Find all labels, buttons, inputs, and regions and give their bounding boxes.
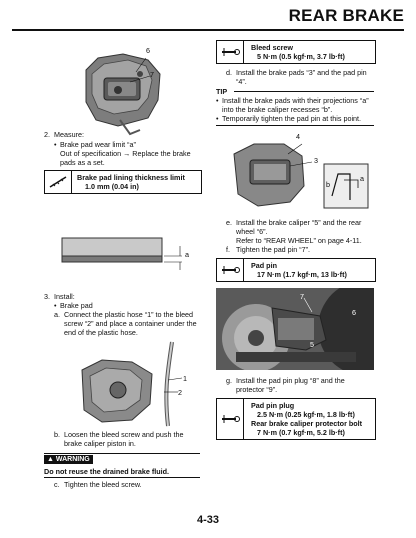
spec-box-lining-limit [44,170,202,194]
step-3a-line1: Connect the plastic hose “1” to the bleed [64,310,194,319]
step-e-line1: Install the brake caliper “5” and the rear [236,218,362,227]
callout-5-photo: 5 [310,340,314,349]
step-2-line2: pads as a set. [60,158,105,167]
callout-3: 3 [314,156,318,165]
callout-2: 2 [178,388,182,397]
callout-1: 1 [183,374,187,383]
step-3b-line1: Loosen the bleed screw and push the [64,430,184,439]
spec-plug-value: 2.5 N·m (0.25 kgf·m, 1.8 lb·ft) [257,410,355,419]
measure-icon [45,171,72,193]
step-3-bullet-marker: • [54,301,57,310]
callout-6: 6 [146,46,150,55]
bleed-hose-figure [72,340,200,430]
callout-a: a [360,174,364,183]
step-3-bullet: Brake pad [60,301,93,310]
tip-1-line1: Install the brake pads with their projections “a” [222,96,369,105]
step-e-line2: wheel “6”. [236,227,268,236]
torque-wrench-icon [217,41,244,63]
spec-lining-value: 1.0 mm (0.04 in) [85,182,139,191]
page-number: 4-33 [196,514,220,526]
step-2-bullet-marker: • [54,140,57,149]
step-2-text: Measure: [54,130,84,139]
page-section-title: REAR BRAKE [288,6,404,25]
step-3a-letter: a. [54,310,60,319]
callout-b: b [326,180,330,189]
warning-top-rule [44,453,200,454]
header-rule [12,29,404,31]
spec-bleed-title: Bleed screw [251,43,293,52]
step-g-letter: g. [226,376,232,385]
step-2-line1: Out of specification → Replace the brake [60,149,191,158]
tip-heading: TIP [216,87,228,96]
warning-bottom-rule [44,477,200,478]
step-2-bullet: Brake pad wear limit “a” [60,140,136,149]
step-g-line2: protector “9”. [236,385,278,394]
step-2-number: 2. [44,130,50,139]
spec-plug-title: Pad pin plug [251,401,295,410]
step-3c-letter: c. [54,480,60,489]
step-e-letter: e. [226,218,232,227]
step-f-letter: f. [226,245,230,254]
spec-protector-title: Rear brake caliper protector bolt [251,419,363,428]
spec-padpin-value: 17 N·m (1.7 kgf·m, 13 lb·ft) [257,270,347,279]
step-d-line2: “4”. [236,77,247,86]
tip-bullet-1-marker: • [216,96,219,105]
spec-padpin-title: Pad pin [251,261,277,270]
torque-wrench-icon [217,399,244,439]
step-e-line3: Refer to “REAR WHEEL” on page 4-11. [236,236,362,245]
step-3a-line2: screw “2” and place a container under the [64,319,197,328]
step-3b-letter: b. [54,430,60,439]
step-d-line1: Install the brake pads “3” and the pad pin [236,68,367,77]
warning-badge [44,455,93,464]
spec-box-pad-pin-plug [216,398,376,440]
callout-6-photo: 6 [352,308,356,317]
step-g-line1: Install the pad pin plug “8” and the [236,376,345,385]
brake-pad-thickness-figure [60,232,200,272]
callout-4: 4 [296,132,300,141]
tip-end-rule [216,125,374,126]
tip-bullet-2-marker: • [216,114,219,123]
spec-bleed-value: 5 N·m (0.5 kgf·m, 3.7 lb·ft) [257,52,345,61]
callout-7-photo: 7 [300,292,304,301]
spec-box-bleed-screw [216,40,376,64]
step-3b-line2: brake caliper piston in. [64,439,136,448]
step-d-letter: d. [226,68,232,77]
step-f-text: Tighten the pad pin “7”. [236,245,311,254]
spec-protector-value: 7 N·m (0.7 kgf·m, 5.2 lb·ft) [257,428,345,437]
rear-wheel-caliper-photo [216,288,374,370]
step-3a-line3: end of the plastic hose. [64,328,138,337]
step-3-text: Install: [54,292,75,301]
dimension-label-a: a [185,250,189,259]
tip-2-text: Temporarily tighten the pad pin at this point. [222,114,362,123]
warning-label: WARNING [55,456,90,463]
tip-rule [234,91,374,92]
brake-caliper-figure-1 [78,40,178,140]
brake-pad-install-figure [228,130,372,214]
step-3c-text: Tighten the bleed screw. [64,480,142,489]
spec-box-pad-pin [216,258,376,282]
step-3-number: 3. [44,292,50,301]
tip-1-line2: into the brake caliper recesses “b”. [222,105,333,114]
warning-text: Do not reuse the drained brake fluid. [44,467,170,476]
torque-wrench-icon [217,259,244,281]
callout-7: 7 [150,70,154,79]
spec-lining-title: Brake pad lining thickness limit [77,173,185,182]
warning-triangle-icon: ▲ [47,456,54,463]
